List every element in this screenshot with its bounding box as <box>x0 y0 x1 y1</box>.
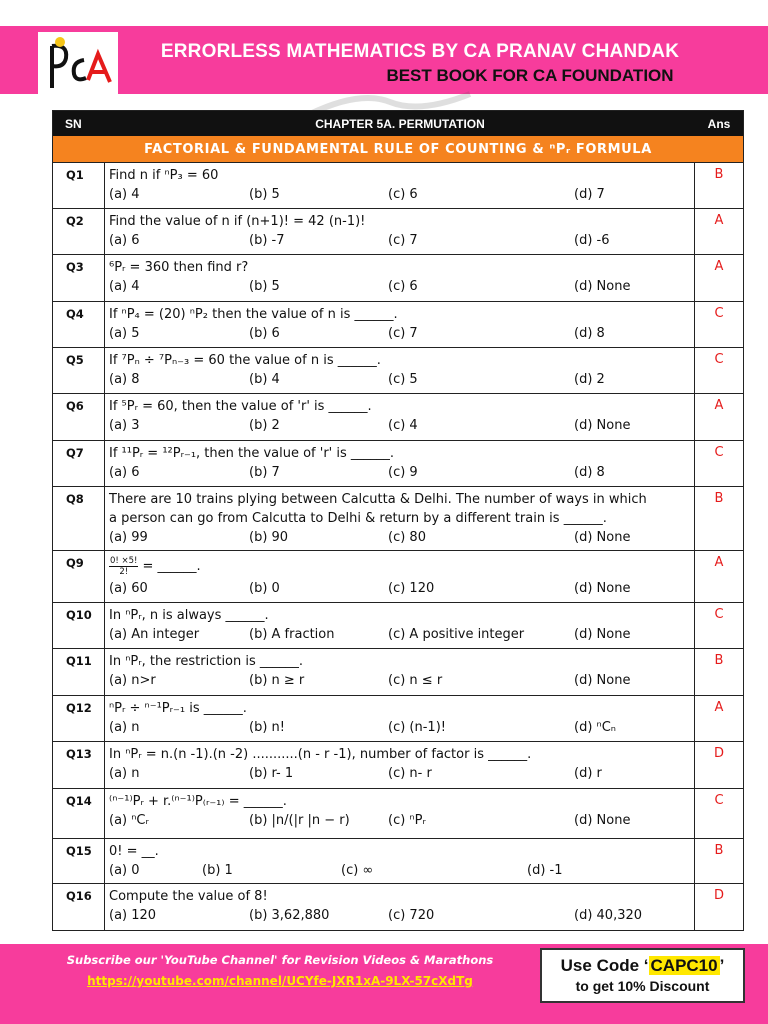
option-a: (a) 6 <box>109 465 140 480</box>
fraction-denominator: 2! <box>119 567 129 577</box>
option-a: (a) 6 <box>109 233 140 248</box>
answer: B <box>714 843 724 858</box>
option-d: (d) None <box>574 418 631 433</box>
option-a: (a) ⁿCᵣ <box>109 813 149 828</box>
option-d: (d) None <box>574 279 631 294</box>
answer: A <box>714 259 724 274</box>
question-text: ⁶Pᵣ = 360 then find r? <box>109 260 249 275</box>
option-b: (b) A fraction <box>249 627 335 642</box>
question-number: Q12 <box>53 696 105 741</box>
question-text: = ______. <box>142 559 201 574</box>
answer: C <box>714 607 724 622</box>
question-text: ⁽ⁿ⁻¹⁾Pᵣ + r.⁽ⁿ⁻¹⁾P₍ᵣ₋₁₎ = ______. <box>109 794 287 809</box>
table-row <box>53 163 743 209</box>
question-number: Q8 <box>53 487 105 550</box>
table-row <box>53 696 743 742</box>
question-number: Q13 <box>53 742 105 788</box>
table-row <box>53 209 743 255</box>
table-row <box>53 649 743 696</box>
option-d: (d) ⁿCₙ <box>574 720 616 735</box>
answer: D <box>713 888 724 903</box>
header-chapter: CHAPTER 5A. PERMUTATION <box>315 116 485 131</box>
question-number: Q4 <box>53 302 105 347</box>
fraction <box>109 556 138 577</box>
table-row <box>53 487 743 551</box>
option-b: (b) 7 <box>249 465 280 480</box>
promo-suffix: ’ <box>719 956 725 975</box>
option-a: (a) 3 <box>109 418 140 433</box>
option-c: (c) 720 <box>388 908 435 923</box>
table-row <box>53 348 743 394</box>
table-row <box>53 603 743 649</box>
option-a: (a) 4 <box>109 187 140 202</box>
option-b: (b) n! <box>249 720 285 735</box>
header-title: ERRORLESS MATHEMATICS BY CA PRANAV CHANDAK <box>160 41 680 62</box>
answer: D <box>713 746 724 761</box>
option-c: (c) 4 <box>388 418 418 433</box>
question-text: If ¹¹Pᵣ = ¹²Pᵣ₋₁, then the value of 'r' is ______. <box>109 446 395 461</box>
answer: B <box>714 491 724 506</box>
pca-logo <box>38 32 118 98</box>
question-number: Q1 <box>53 163 105 208</box>
promo-box <box>540 948 745 1003</box>
option-c: (c) 7 <box>388 233 418 248</box>
youtube-link[interactable]: https://youtube.com/channel/UCYfe-JXR1xA-9LX-57cXdTg <box>87 974 473 988</box>
question-text: In ⁿPᵣ, n is always ______. <box>109 608 269 623</box>
question-number: Q2 <box>53 209 105 254</box>
option-b: (b) 5 <box>249 279 280 294</box>
question-text: In ⁿPᵣ, the restriction is ______. <box>109 654 304 669</box>
option-c: (c) (n-1)! <box>388 720 446 735</box>
answer: A <box>714 700 724 715</box>
option-c: (c) 6 <box>388 187 418 202</box>
option-d: (d) 7 <box>574 187 605 202</box>
option-b: (b) 4 <box>249 372 280 387</box>
answer: C <box>714 445 724 460</box>
option-b: (b) n ≥ r <box>249 673 305 688</box>
table-row <box>53 302 743 348</box>
promo-line2: to get 10% Discount <box>575 978 710 994</box>
answer: B <box>714 653 724 668</box>
question-text: Find n if ⁿP₃ = 60 <box>109 168 219 183</box>
table-row <box>53 742 743 789</box>
option-d: (d) -1 <box>527 863 563 878</box>
question-text: In ⁿPᵣ = n.(n -1).(n -2) ...........(n - r -1), number of factor is ______. <box>109 747 532 762</box>
option-b: (b) r- 1 <box>249 766 294 781</box>
question-number: Q16 <box>53 884 105 930</box>
question-text: If ⁷Pₙ ÷ ⁷Pₙ₋₃ = 60 the value of n is ______. <box>109 353 381 368</box>
question-number: Q14 <box>53 789 105 838</box>
question-text: Find the value of n if (n+1)! = 42 (n-1)! <box>109 214 366 229</box>
option-b: (b) 2 <box>249 418 280 433</box>
answer: B <box>714 167 724 182</box>
answer: C <box>714 793 724 808</box>
answer: C <box>714 306 724 321</box>
option-c: (c) A positive integer <box>388 627 525 642</box>
table-row <box>53 441 743 487</box>
question-text: Compute the value of 8! <box>109 889 268 904</box>
option-a: (a) 120 <box>109 908 157 923</box>
option-c: (c) ∞ <box>341 863 374 878</box>
question-text: There are 10 trains plying between Calcutta & Delhi. The number of ways in which <box>109 492 647 507</box>
option-b: (b) 6 <box>249 326 280 341</box>
option-d: (d) 2 <box>574 372 605 387</box>
question-text: ⁿPᵣ ÷ ⁿ⁻¹Pᵣ₋₁ is ______. <box>109 701 247 716</box>
option-c: (c) 5 <box>388 372 418 387</box>
option-a: (a) 99 <box>109 530 148 545</box>
option-d: (d) None <box>574 813 631 828</box>
table-row <box>53 394 743 441</box>
header-ans: Ans <box>707 116 731 131</box>
option-c: (c) 80 <box>388 530 426 545</box>
option-c: (c) 6 <box>388 279 418 294</box>
question-text: If ⁿP₄ = (20) ⁿP₂ then the value of n is ______. <box>109 307 398 322</box>
option-b: (b) 90 <box>249 530 289 545</box>
table-row <box>53 839 743 884</box>
answer: A <box>714 213 724 228</box>
option-a: (a) n <box>109 766 140 781</box>
question-number: Q15 <box>53 839 105 883</box>
table-header <box>53 111 743 136</box>
table-row <box>53 789 743 839</box>
subscribe-text: Subscribe our 'YouTube Channel' for Revision Videos & Marathons <box>66 953 494 967</box>
question-text: 0! = __. <box>109 844 159 859</box>
fraction-numerator: 0! ×5! <box>110 556 138 566</box>
question-text: If ⁵Pᵣ = 60, then the value of 'r' is ______. <box>109 399 372 414</box>
option-c: (c) 9 <box>388 465 418 480</box>
header-sn: SN <box>65 116 82 131</box>
option-d: (d) r <box>574 766 602 781</box>
option-a: (a) 60 <box>109 581 148 596</box>
question-number: Q6 <box>53 394 105 440</box>
option-a: (a) 4 <box>109 279 140 294</box>
table-row <box>53 551 743 603</box>
header-subtitle: BEST BOOK FOR CA FOUNDATION <box>386 66 674 85</box>
option-d: (d) None <box>574 627 631 642</box>
option-b: (b) |n/(|r |n − r) <box>249 813 350 828</box>
option-a: (a) 5 <box>109 326 140 341</box>
question-number: Q11 <box>53 649 105 695</box>
question-text-line2: a person can go from Calcutta to Delhi & return by a different train is ______. <box>109 511 607 526</box>
answer: A <box>714 398 724 413</box>
question-number: Q3 <box>53 255 105 301</box>
option-d: (d) None <box>574 673 631 688</box>
option-c: (c) n- r <box>388 766 432 781</box>
question-table <box>52 110 744 931</box>
section-title: FACTORIAL & FUNDAMENTAL RULE OF COUNTING & ⁿPᵣ FORMULA <box>53 136 743 163</box>
answer: A <box>714 555 724 570</box>
question-number: Q9 <box>53 551 105 602</box>
option-d: (d) None <box>574 581 631 596</box>
option-c: (c) 7 <box>388 326 418 341</box>
option-a: (a) n <box>109 720 140 735</box>
promo-line1 <box>542 956 743 976</box>
option-a: (a) 0 <box>109 863 140 878</box>
option-a: (a) 8 <box>109 372 140 387</box>
question-number: Q5 <box>53 348 105 393</box>
option-b: (b) 3,62,880 <box>249 908 330 923</box>
option-d: (d) -6 <box>574 233 610 248</box>
option-c: (c) ⁿPᵣ <box>388 813 426 828</box>
option-d: (d) 8 <box>574 326 605 341</box>
option-d: (d) 8 <box>574 465 605 480</box>
answer: C <box>714 352 724 367</box>
question-number: Q7 <box>53 441 105 486</box>
option-c: (c) n ≤ r <box>388 673 443 688</box>
option-b: (b) -7 <box>249 233 285 248</box>
promo-prefix: Use Code ‘ <box>560 956 649 975</box>
pca-logo-icon <box>38 32 118 98</box>
table-row <box>53 255 743 302</box>
option-c: (c) 120 <box>388 581 435 596</box>
option-b: (b) 1 <box>202 863 233 878</box>
option-b: (b) 5 <box>249 187 280 202</box>
question-number: Q10 <box>53 603 105 648</box>
option-a: (a) n>r <box>109 673 156 688</box>
option-b: (b) 0 <box>249 581 280 596</box>
option-a: (a) An integer <box>109 627 200 642</box>
option-d: (d) None <box>574 530 631 545</box>
table-row <box>53 884 743 930</box>
promo-code: CAPC10 <box>650 956 718 975</box>
option-d: (d) 40,320 <box>574 908 643 923</box>
